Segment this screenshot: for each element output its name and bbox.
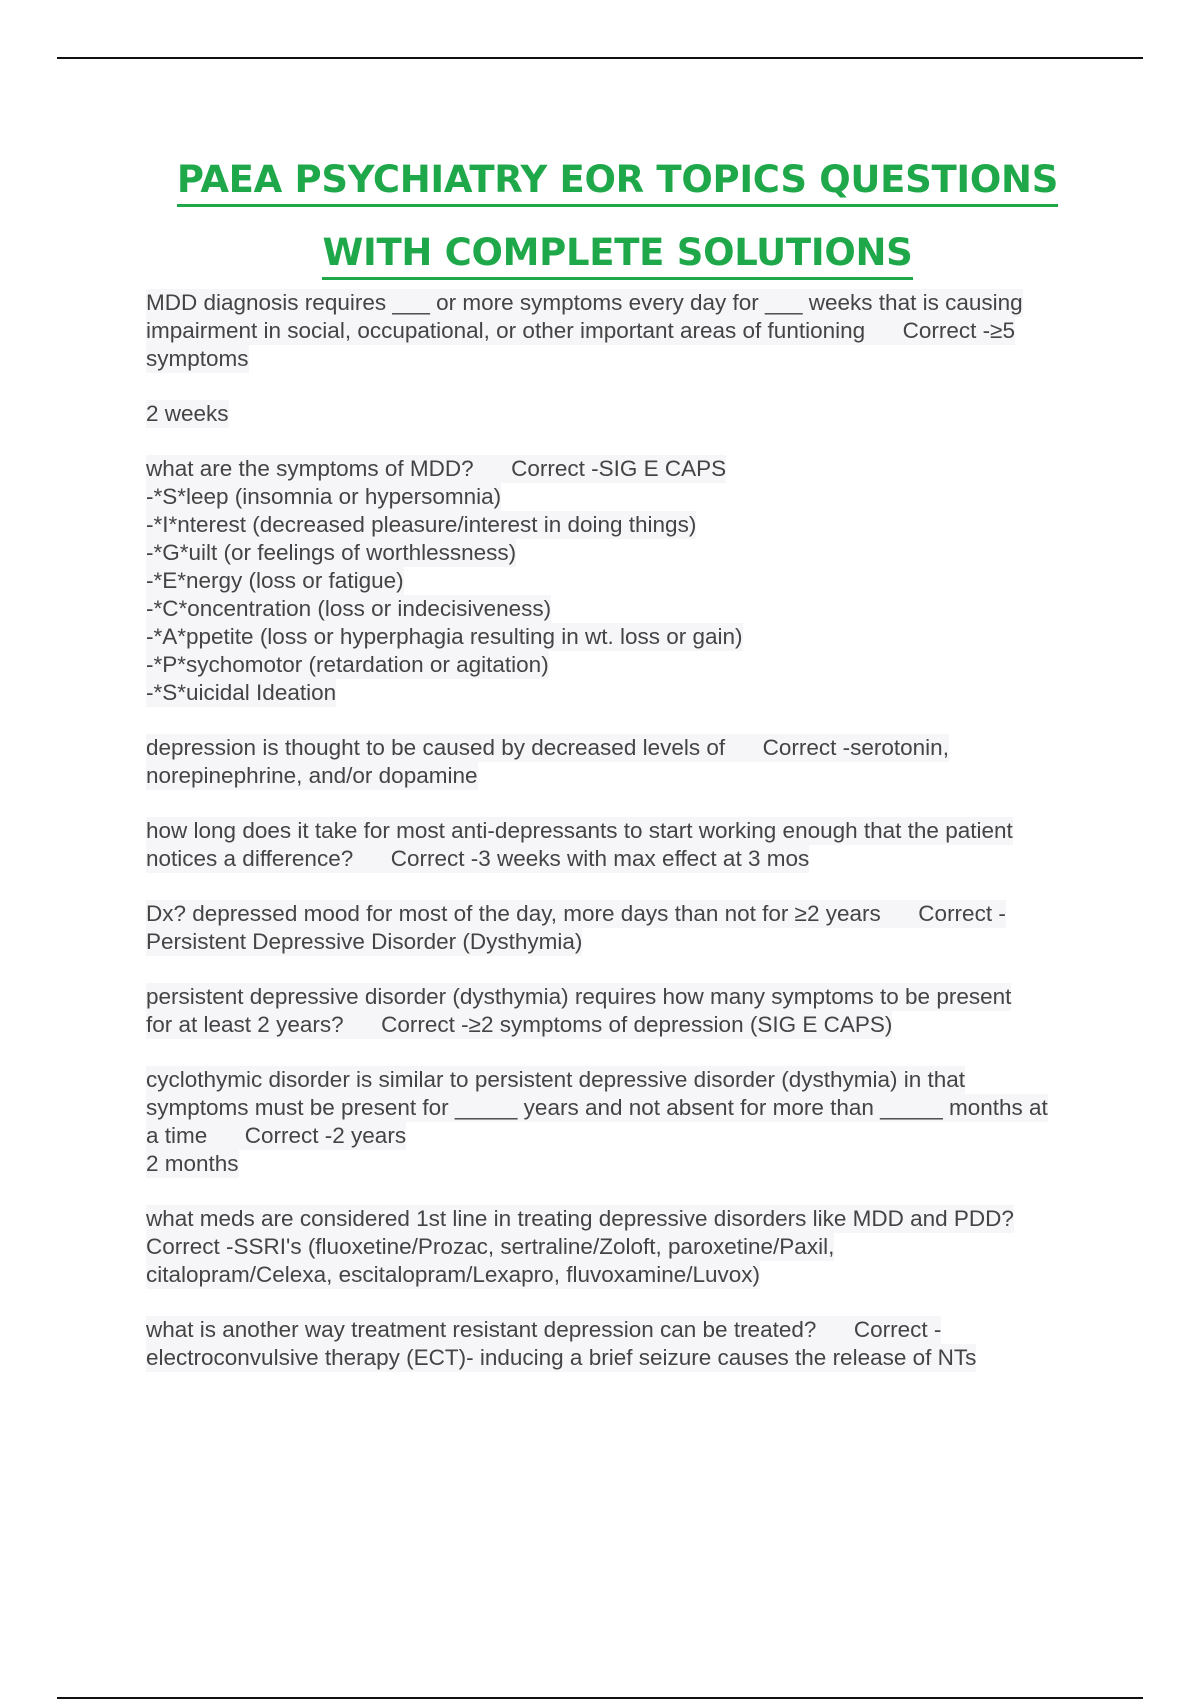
qa-line: 2 weeks — [146, 401, 229, 426]
qa-block — [146, 400, 1106, 428]
qa-line: symptoms — [146, 346, 249, 371]
qa-line: notices a difference? Correct -3 weeks with max effect at 3 mos — [146, 846, 810, 871]
qa-line: MDD diagnosis requires ___ or more symptoms every day for ___ weeks that is causing — [146, 290, 1023, 315]
qa-line: -*C*oncentration (loss or indecisiveness) — [146, 596, 552, 621]
qa-line: Correct -SSRI's (fluoxetine/Prozac, sertraline/Zoloft, paroxetine/Paxil, — [146, 1234, 835, 1259]
qa-block — [146, 1066, 1106, 1178]
qa-line: depression is thought to be caused by decreased levels of Correct -serotonin, — [146, 735, 949, 760]
qa-line: -*G*uilt (or feelings of worthlessness) — [146, 540, 517, 565]
qa-line: -*A*ppetite (loss or hyperphagia resulting in wt. loss or gain) — [146, 624, 743, 649]
qa-line: how long does it take for most anti-depressants to start working enough that the patient — [146, 818, 1013, 843]
qa-line: 2 months — [146, 1151, 239, 1176]
document-title — [0, 148, 1200, 294]
top-rule — [57, 57, 1143, 59]
qa-block — [146, 455, 1106, 707]
qa-block — [146, 983, 1106, 1039]
title-line-1: PAEA PSYCHIATRY EOR TOPICS QUESTIONS — [177, 156, 1058, 207]
qa-block — [146, 1316, 1106, 1372]
qa-line: citalopram/Celexa, escitalopram/Lexapro, fluvoxamine/Luvox) — [146, 1262, 761, 1287]
qa-line: Persistent Depressive Disorder (Dysthymia) — [146, 929, 583, 954]
qa-line: -*S*uicidal Ideation — [146, 680, 337, 705]
qa-block — [146, 289, 1106, 373]
qa-line: what is another way treatment resistant depression can be treated? Correct - — [146, 1317, 942, 1342]
qa-line: electroconvulsive therapy (ECT)- inducing a brief seizure causes the release of NTs — [146, 1345, 977, 1370]
qa-line: norepinephrine, and/or dopamine — [146, 763, 478, 788]
qa-line: Dx? depressed mood for most of the day, more days than not for ≥2 years Correct - — [146, 901, 1006, 926]
qa-block — [146, 900, 1106, 956]
qa-line: for at least 2 years? Correct -≥2 symptoms of depression (SIG E CAPS) — [146, 1012, 893, 1037]
qa-line: cyclothymic disorder is similar to persistent depressive disorder (dysthymia) in that — [146, 1067, 966, 1092]
bottom-rule — [57, 1697, 1143, 1699]
qa-content — [146, 289, 1106, 1399]
qa-line: -*I*nterest (decreased pleasure/interest in doing things) — [146, 512, 697, 537]
qa-line: persistent depressive disorder (dysthymia) requires how many symptoms to be present — [146, 984, 1012, 1009]
qa-line: -*S*leep (insomnia or hypersomnia) — [146, 484, 502, 509]
qa-line: symptoms must be present for _____ years and not absent for more than _____ months at — [146, 1095, 1048, 1120]
qa-line: what are the symptoms of MDD? Correct -SIG E CAPS — [146, 456, 727, 481]
qa-line: a time Correct -2 years — [146, 1123, 407, 1148]
qa-block — [146, 1205, 1106, 1289]
qa-block — [146, 734, 1106, 790]
qa-line: impairment in social, occupational, or other important areas of funtioning Correct -≥5 — [146, 318, 1016, 343]
title-line-2: WITH COMPLETE SOLUTIONS — [322, 229, 912, 280]
qa-line: -*P*sychomotor (retardation or agitation) — [146, 652, 549, 677]
qa-line: what meds are considered 1st line in treating depressive disorders like MDD and PDD? — [146, 1206, 1014, 1231]
qa-block — [146, 817, 1106, 873]
qa-line: -*E*nergy (loss or fatigue) — [146, 568, 404, 593]
